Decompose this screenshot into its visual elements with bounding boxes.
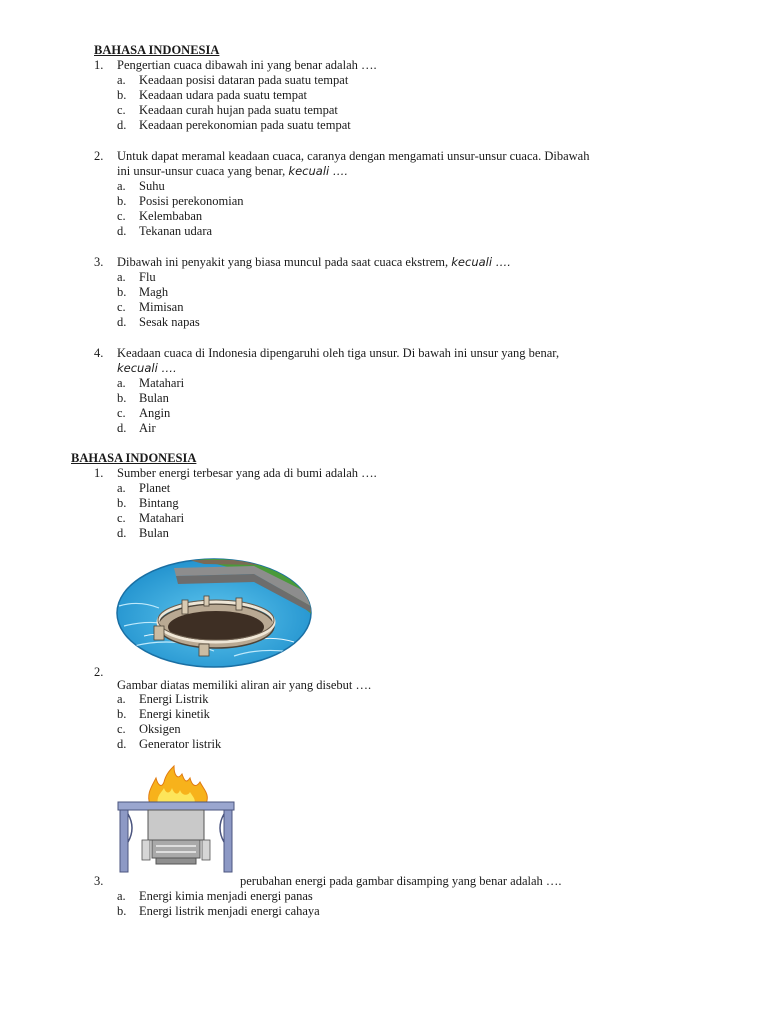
- option-letter: c.: [117, 103, 126, 117]
- option-letter: b.: [117, 194, 127, 208]
- option-text: Bulan: [139, 526, 169, 540]
- option-letter: c.: [117, 209, 126, 223]
- question-text: Sumber energi terbesar yang ada di bumi adalah ….: [117, 466, 377, 480]
- question-text: Gambar diatas memiliki aliran air yang disebut ….: [117, 678, 372, 692]
- option-text: Energi kimia menjadi energi panas: [139, 889, 313, 903]
- option-text: Kelembaban: [139, 209, 203, 223]
- question-number: 2.: [94, 665, 104, 679]
- question-number: 3.: [94, 255, 104, 269]
- option-letter: d.: [117, 737, 127, 751]
- option-letter: a.: [117, 889, 126, 903]
- gas-stove-flame-illustration: [112, 764, 240, 876]
- option-letter: a.: [117, 270, 126, 284]
- question-text: ini unsur-unsur cuaca yang benar,: [117, 164, 286, 178]
- option-text: Bulan: [139, 391, 169, 405]
- option-text: Tekanan udara: [139, 224, 213, 238]
- option-letter: d.: [117, 315, 127, 329]
- option-text: Keadaan posisi dataran pada suatu tempat: [139, 73, 349, 87]
- option-text: Matahari: [139, 376, 185, 390]
- question-number: 1.: [94, 58, 104, 72]
- option-text: Energi Listrik: [139, 692, 209, 706]
- question-italic: kecuali ….: [117, 361, 177, 375]
- question-text: Pengertian cuaca dibawah ini yang benar adalah ….: [117, 58, 377, 72]
- option-letter: d.: [117, 224, 127, 238]
- option-letter: d.: [117, 421, 127, 435]
- option-letter: c.: [117, 406, 126, 420]
- option-letter: c.: [117, 722, 126, 736]
- option-text: Planet: [139, 481, 171, 495]
- option-letter: a.: [117, 481, 126, 495]
- option-text: Bintang: [139, 496, 179, 510]
- option-letter: a.: [117, 73, 126, 87]
- option-letter: d.: [117, 118, 127, 132]
- option-letter: c.: [117, 300, 126, 314]
- option-letter: b.: [117, 391, 127, 405]
- option-letter: b.: [117, 707, 127, 721]
- option-text: Energi listrik menjadi energi cahaya: [139, 904, 320, 918]
- question-text: perubahan energi pada gambar disamping yang benar adalah ….: [240, 874, 562, 888]
- question-text: Keadaan cuaca di Indonesia dipengaruhi oleh tiga unsur. Di bawah ini unsur yang benar,: [117, 346, 560, 360]
- option-text: Angin: [139, 406, 171, 420]
- question-number: 1.: [94, 466, 104, 480]
- option-text: Magh: [139, 285, 169, 299]
- option-text: Generator listrik: [139, 737, 222, 751]
- question-text-line2: [117, 164, 348, 179]
- question-italic: kecuali ….: [288, 164, 349, 178]
- option-text: Air: [139, 421, 156, 435]
- option-letter: b.: [117, 904, 127, 918]
- question-number: 2.: [94, 149, 104, 163]
- section-heading: BAHASA INDONESIA: [71, 451, 197, 465]
- question-number: 3.: [94, 874, 104, 888]
- option-text: Keadaan perekonomian pada suatu tempat: [139, 118, 351, 132]
- option-letter: b.: [117, 285, 127, 299]
- option-text: Sesak napas: [139, 315, 200, 329]
- question-number: 4.: [94, 346, 104, 360]
- option-letter: d.: [117, 526, 127, 540]
- option-letter: a.: [117, 376, 126, 390]
- question-text-line: [117, 255, 511, 270]
- option-text: Posisi perekonomian: [139, 194, 244, 208]
- option-letter: c.: [117, 511, 126, 525]
- option-text: Keadaan curah hujan pada suatu tempat: [139, 103, 338, 117]
- option-letter: a.: [117, 179, 126, 193]
- question-text: Dibawah ini penyakit yang biasa muncul pada saat cuaca ekstrem,: [117, 255, 449, 269]
- option-letter: b.: [117, 496, 127, 510]
- option-letter: b.: [117, 88, 127, 102]
- section-heading: BAHASA INDONESIA: [94, 43, 220, 57]
- water-turbine-illustration: [114, 556, 314, 668]
- option-text: Oksigen: [139, 722, 181, 736]
- option-text: Energi kinetik: [139, 707, 210, 721]
- question-italic: kecuali ….: [451, 255, 511, 269]
- option-text: Matahari: [139, 511, 185, 525]
- option-text: Suhu: [139, 179, 165, 193]
- option-text: Flu: [139, 270, 156, 284]
- option-text: Keadaan udara pada suatu tempat: [139, 88, 307, 102]
- option-text: Mimisan: [139, 300, 184, 314]
- option-letter: a.: [117, 692, 126, 706]
- question-text: Untuk dapat meramal keadaan cuaca, caranya dengan mengamati unsur-unsur cuaca. Dibawah: [117, 149, 590, 163]
